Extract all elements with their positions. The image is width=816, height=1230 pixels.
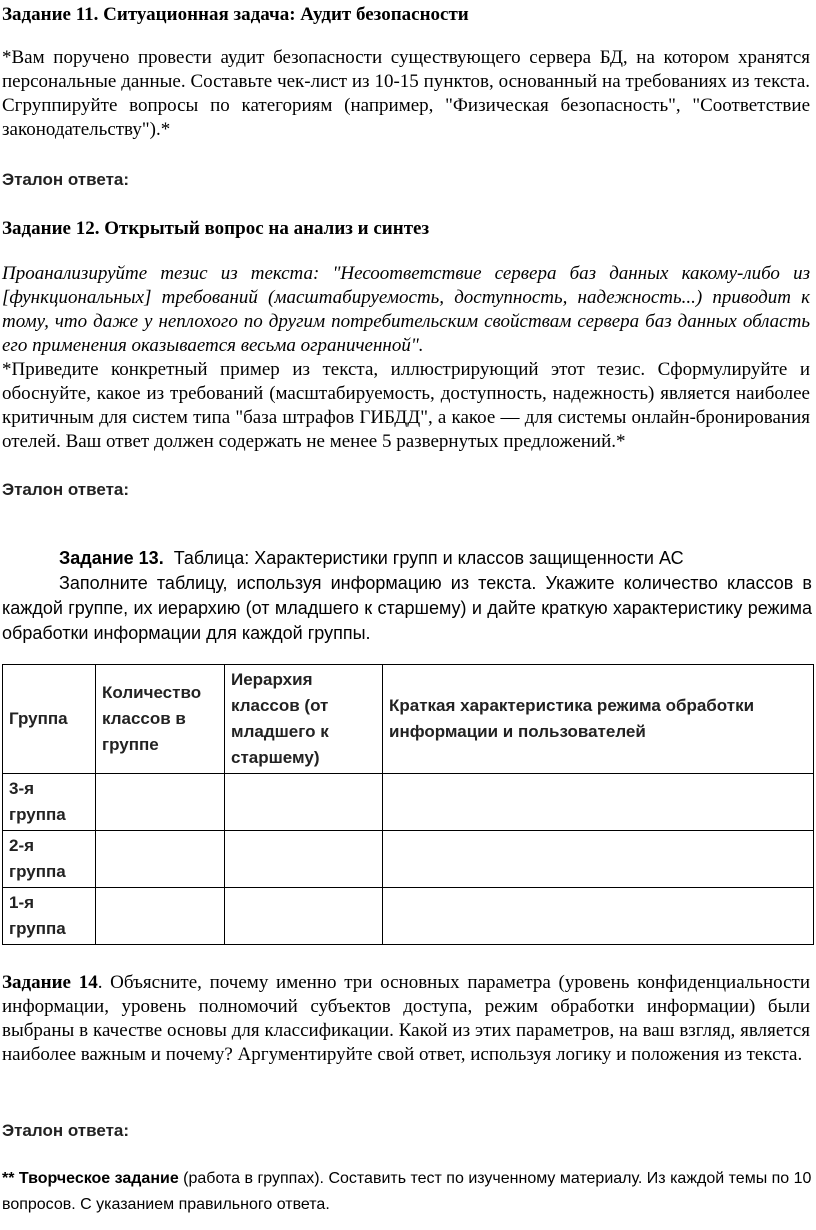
group-cell: 1-я группа — [3, 888, 96, 945]
task14-paragraph — [2, 971, 810, 1067]
table-row — [3, 888, 814, 945]
table-header-cell: Иерархия классов (от младшего к старшему) — [225, 665, 383, 774]
task11-title: Задание 11. Ситуационная задача: Аудит безопасности — [2, 4, 469, 25]
task13-heading — [2, 546, 812, 571]
group-cell: 3-я группа — [3, 774, 96, 831]
classes-table — [2, 664, 814, 945]
creative-task-title: ** Творческое задание — [2, 1170, 179, 1187]
table-header-cell: Краткая характеристика режима обработки информации и пользователей — [383, 665, 814, 774]
task14-answer-label: Эталон ответа: — [2, 1121, 130, 1140]
empty-cell — [96, 831, 225, 888]
task12-title: Задание 12. Открытый вопрос на анализ и синтез — [2, 218, 430, 239]
empty-cell — [225, 888, 383, 945]
task11-answer-label: Эталон ответа: — [2, 170, 130, 189]
table-row — [3, 774, 814, 831]
task12-body: *Приведите конкретный пример из текста, иллюстрирующий этот тезис. Сформулируйте и обоснуйте, какое из требований (масштабируемость, доступность, надежность) является наиболее критичным для систем типа "база штрафов ГИБДД", а какое — для системы онлайн-бронирования отелей. Ваш ответ должен содержать не менее 5 развернутых предложений.* — [2, 359, 810, 452]
task11-body: *Вам поручено провести аудит безопасности существующего сервера БД, на котором хранятся персональные данные. Составьте чек-лист из 10-15 пунктов, основанный на требованиях из текста. Сгруппируйте вопросы по категориям (например, "Физическая безопасность", "Соответствие законодательству").* — [2, 47, 810, 140]
group-cell: 2-я группа — [3, 831, 96, 888]
creative-task — [2, 1166, 814, 1218]
task14-title: Задание 14 — [2, 972, 98, 993]
task13-body: Заполните таблицу, используя информацию из текста. Укажите количество классов в каждой группе, их иерархию (от младшего к старшему) и дайте краткую характеристику режима обработки информации для каждой группы. — [2, 573, 812, 643]
empty-cell — [225, 774, 383, 831]
empty-cell — [383, 888, 814, 945]
table-header-cell: Количество классов в группе — [96, 665, 225, 774]
task12-quote: Проанализируйте тезис из текста: "Несоответствие сервера баз данных какому-либо из [функциональных] требований (масштабируемость, доступность, надежность...) приводит к тому, что даже у неплохого по другим потребительским свойствам сервера баз данных область его применения оказывается весьма ограниченной". — [2, 263, 810, 356]
empty-cell — [383, 774, 814, 831]
creative-task-body: (работа в группах). Составить тест по изученному материалу. Из каждой темы по 10 вопросов. С указанием правильного ответа. — [2, 1170, 812, 1213]
table-header-row — [3, 665, 814, 774]
task13-subtitle: Таблица: Характеристики групп и классов защищенности АС — [173, 548, 684, 568]
empty-cell — [96, 774, 225, 831]
empty-cell — [96, 888, 225, 945]
empty-cell — [225, 831, 383, 888]
task12-answer-label: Эталон ответа: — [2, 480, 130, 499]
empty-cell — [383, 831, 814, 888]
table-row — [3, 831, 814, 888]
task13-title: Задание 13. — [59, 548, 164, 568]
table-header-cell: Группа — [3, 665, 96, 774]
task14-body: . Объясните, почему именно три основных параметра (уровень конфиденциальности информации, уровень полномочий субъектов доступа, режим обработки информации) были выбраны в качестве основы для классификации. Какой из этих параметров, на ваш взгляд, является наиболее важным и почему? Аргументируйте свой ответ, используя логику и положения из текста. — [2, 972, 811, 1065]
